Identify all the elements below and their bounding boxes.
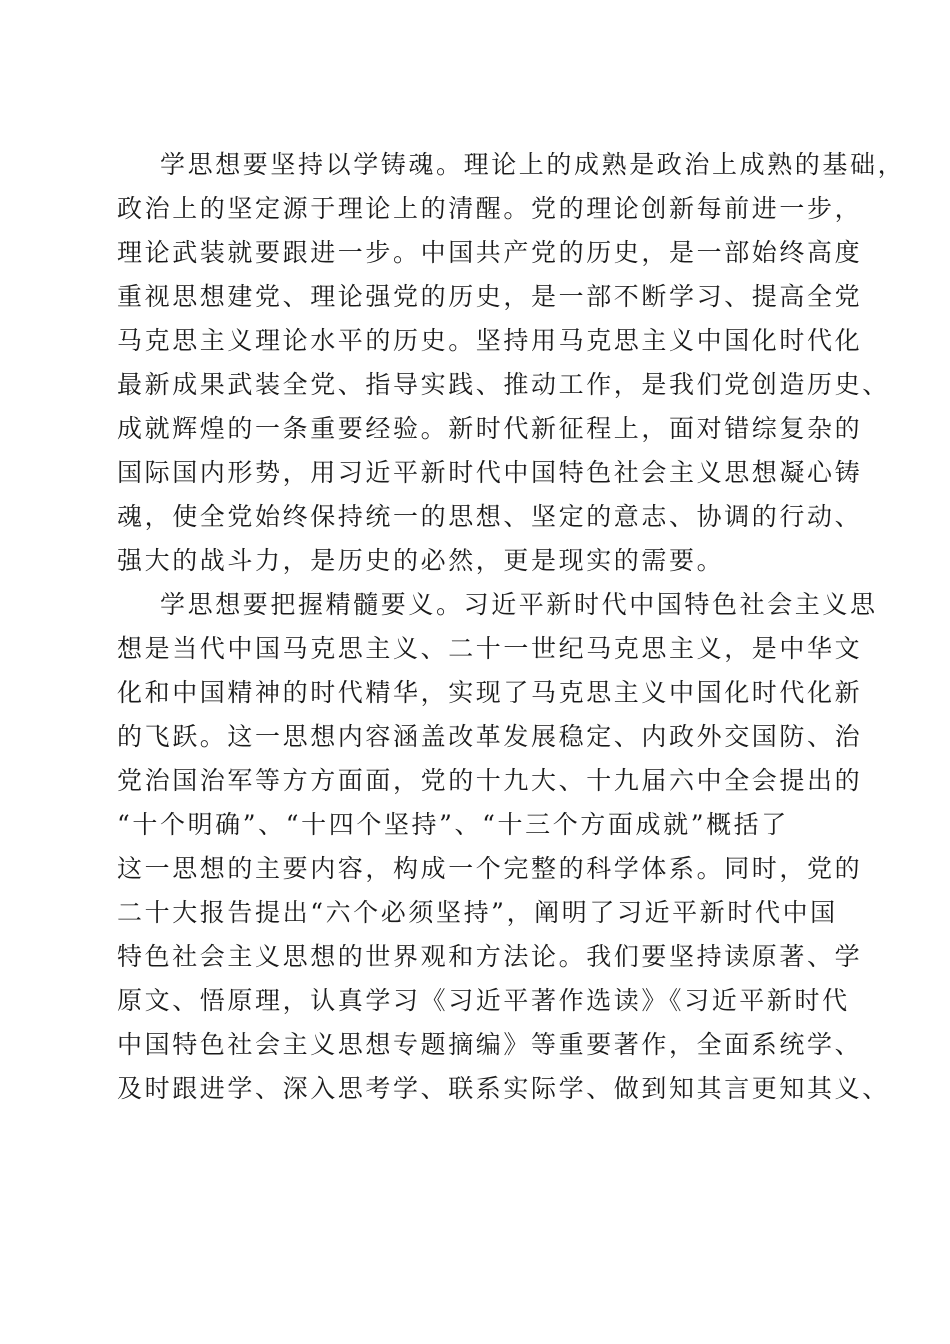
text-line: 及时跟进学、深入思考学、联系实际学、做到知其言更知其义、: [117, 1074, 890, 1103]
text-line: 党治国治军等方方面面，党的十九大、十九届六中全会提出的: [117, 766, 863, 795]
text-line: 成就辉煌的一条重要经验。新时代新征程上，面对错综复杂的: [117, 414, 863, 443]
text-line: 的飞跃。这一思想内容涵盖改革发展稳定、内政外交国防、治: [117, 722, 863, 751]
text-line: 特色社会主义思想的世界观和方法论。我们要坚持读原著、学: [117, 942, 863, 971]
text-line: 学思想要坚持以学铸魂。理论上的成熟是政治上成熟的基础，: [160, 150, 906, 179]
text-line: 马克思主义理论水平的历史。坚持用马克思主义中国化时代化: [117, 326, 863, 355]
text-line: 化和中国精神的时代精华，实现了马克思主义中国化时代化新: [117, 678, 863, 707]
text-line: 学思想要把握精髓要义。习近平新时代中国特色社会主义思: [160, 590, 878, 619]
text-line: 重视思想建党、理论强党的历史，是一部不断学习、提高全党: [117, 282, 863, 311]
text-line: “十个明确”、“十四个坚持”、“十三个方面成就”概括了: [117, 810, 789, 839]
text-line: 中国特色社会主义思想专题摘编》等重要著作，全面系统学、: [117, 1030, 863, 1059]
text-line: 这一思想的主要内容，构成一个完整的科学体系。同时，党的: [117, 854, 863, 883]
text-line: 理论武装就要跟进一步。中国共产党的历史，是一部始终高度: [117, 238, 863, 267]
text-line: 强大的战斗力，是历史的必然，更是现实的需要。: [117, 546, 725, 575]
text-line: 原文、悟原理，认真学习《习近平著作选读》《习近平新时代: [117, 986, 850, 1015]
text-line: 政治上的坚定源于理论上的清醒。党的理论创新每前进一步，: [117, 194, 863, 223]
text-line: 二十大报告提出“六个必须坚持”，阐明了习近平新时代中国: [117, 898, 838, 927]
text-line: 想是当代中国马克思主义、二十一世纪马克思主义，是中华文: [117, 634, 863, 663]
text-line: 国际国内形势，用习近平新时代中国特色社会主义思想凝心铸: [117, 458, 863, 487]
text-line: 最新成果武装全党、指导实践、推动工作，是我们党创造历史、: [117, 370, 890, 399]
text-line: 魂，使全党始终保持统一的思想、坚定的意志、协调的行动、: [117, 502, 863, 531]
